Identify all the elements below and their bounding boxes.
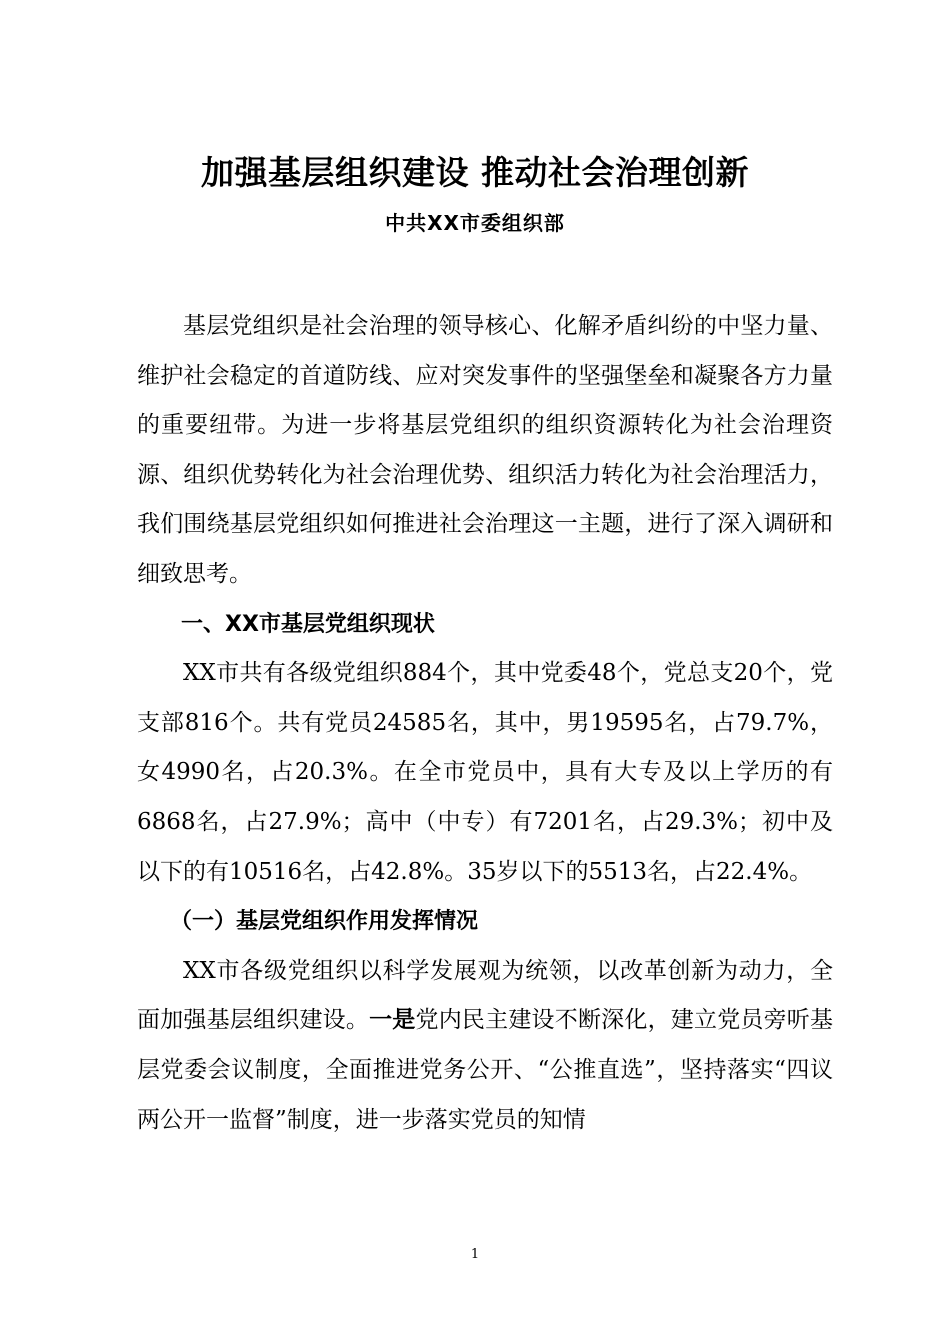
section-heading: 一、XX市基层党组织现状 bbox=[181, 611, 435, 637]
document-title: 加强基层组织建设 推动社会治理创新 bbox=[201, 153, 749, 192]
subsection-lead-marker: 一是 bbox=[369, 1007, 416, 1034]
subsection-paragraph-start: XX市各级党组织以科学发展观为统领，以改革创新为动力，全面加强基层组织建设。 bbox=[137, 957, 833, 1034]
document-body bbox=[137, 302, 833, 1145]
subsection-paragraph-rest: 党内民主建设不断深化，建立党员旁听基层党委会议制度，全面推进党务公开、“公推直选”，坚持落实“四议两公开一监督”制度，进一步落实党员的知情 bbox=[137, 1007, 834, 1133]
subsection-heading: （一）基层党组织作用发挥情况 bbox=[170, 909, 479, 935]
document-author: 中共XX市委组织部 bbox=[385, 211, 565, 235]
intro-paragraph: 基层党组织是社会治理的领导核心、化解矛盾纠纷的中坚力量、维护社会稳定的首道防线、应对突发事件的坚强堡垒和凝聚各方力量的重要纽带。为进一步将基层党组织的组织资源转化为社会治理资源、组织优势转化为社会治理优势、组织活力转化为社会治理活力，我们围绕基层党组织如何推进社会治理这一主题，进行了深入调研和细致思考。 bbox=[137, 313, 833, 587]
page-number: 1 bbox=[470, 1247, 480, 1262]
subsection-paragraph bbox=[137, 947, 833, 1145]
section-paragraph: XX市共有各级党组织884个，其中党委48个，党总支20个，党支部816个。共有党员24585名，其中，男19595名，占79.7%，女4990名，占20.3%。在全市党员中，具有大专及以上学历的有6868名，占27.9%；高中（中专）有7201名，占29.3%；初中及以下的有10516名，占42.8%。35岁以下的5513名，占22.4%。 bbox=[137, 660, 833, 885]
